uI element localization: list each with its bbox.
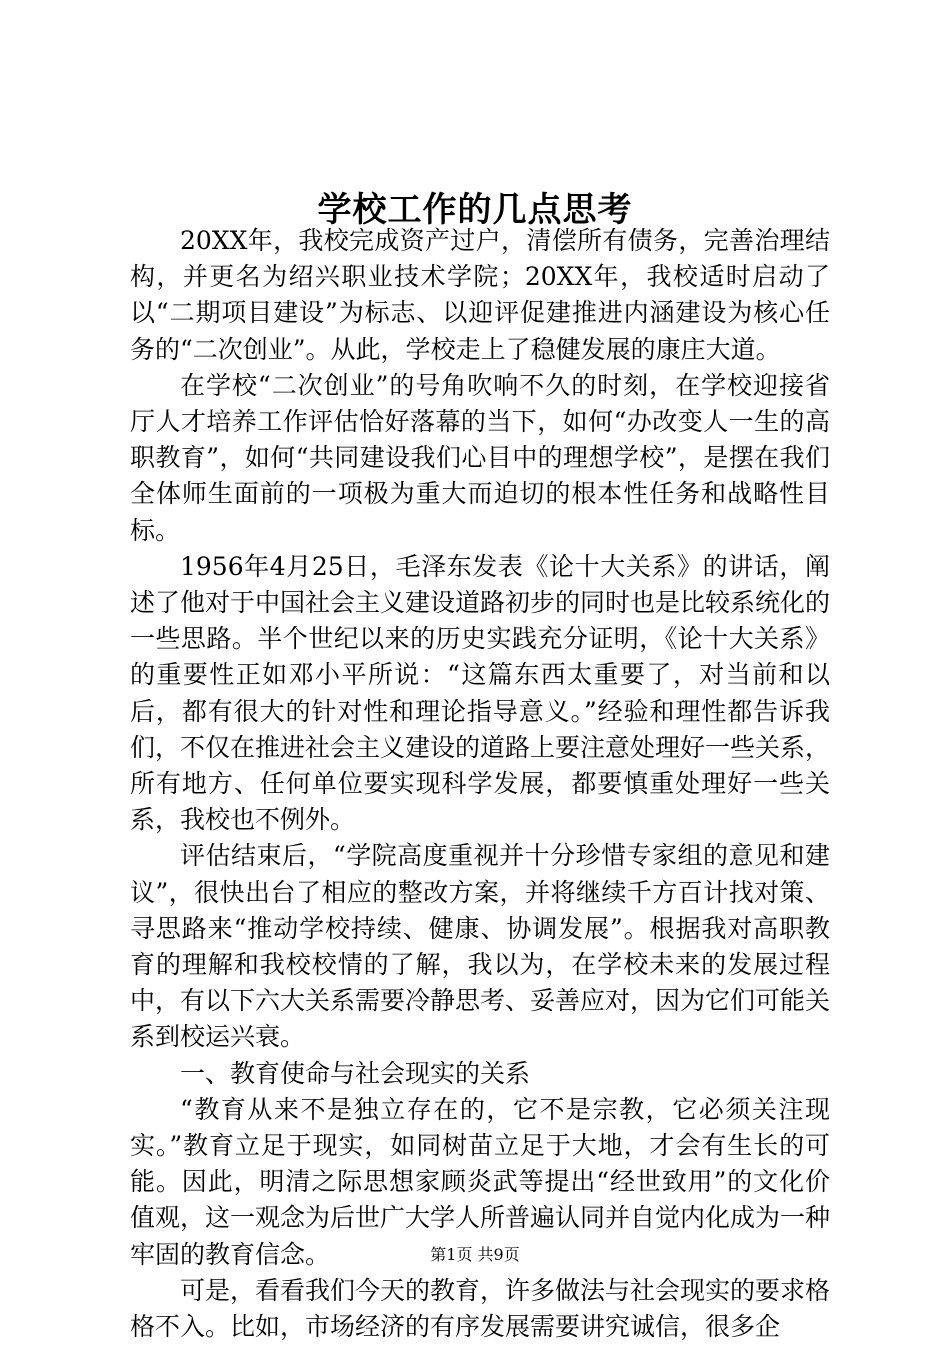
document-body xyxy=(130,223,830,1345)
paragraph: 20XX年，我校完成资产过户，清偿所有债务，完善治理结构，并更名为绍兴职业技术学院；20XX年，我校适时启动了以“二期项目建设”为标志、以迎评促建推进内涵建设为核心任务的“二次创业”。从此，学校走上了稳健发展的康庄大道。 xyxy=(130,226,830,364)
page-number-footer: 第1页 共9页 xyxy=(430,1245,520,1264)
document-title: 学校工作的几点思考 xyxy=(317,190,633,230)
paragraph: “教育从来不是独立存在的，它不是宗教，它必须关注现实。”教育立足于现实，如同树苗立足于大地，才会有生长的可能。因此，明清之际思想家顾炎武等提出“经世致用”的文化价值观，这一观念为后世广大学人所普遍认同并自觉内化成为一种牢固的教育信念。 xyxy=(130,1094,831,1269)
paragraph: 在学校“二次创业”的号角吹响不久的时刻，在学校迎接省厅人才培养工作评估恰好落幕的当下，如何“办改变人一生的高职教育”，如何“共同建设我们心目中的理想学校”，是摆在我们全体师生面前的一项极为重大而迫切的根本性任务和战略性目标。 xyxy=(130,370,830,545)
section-heading: 一、教育使命与社会现实的关系 xyxy=(180,1058,531,1088)
paragraph: 评估结束后，“学院高度重视并十分珍惜专家组的意见和建议”，很快出台了相应的整改方案，并将继续千方百计找对策、寻思路来“推动学校持续、健康、协调发展”。根据我对高职教育的理解和我校校情的了解，我以为，在学校未来的发展过程中，有以下六大关系需要冷静思考、妥善应对，因为它们可能关系到校运兴衰。 xyxy=(130,841,831,1052)
paragraph: 1956年4月25日，毛泽东发表《论十大关系》的讲话，阐述了他对于中国社会主义建设道路初步的同时也是比较系统化的一些思路。半个世纪以来的历史实践充分证明，《论十大关系》的重要性正如邓小平所说：“这篇东西太重要了，对当前和以后，都有很大的针对性和理论指导意义。”经验和理性都告诉我们，不仅在推进社会主义建设的道路上要注意处理好一些关系，所有地方、任何单位要实现科学发展，都要慎重处理好一些关系，我校也不例外。 xyxy=(130,551,831,835)
paragraph: 可是，看看我们今天的教育，许多做法与社会现实的要求格格不入。比如，市场经济的有序发展需要讲究诚信，很多企 xyxy=(130,1275,831,1342)
